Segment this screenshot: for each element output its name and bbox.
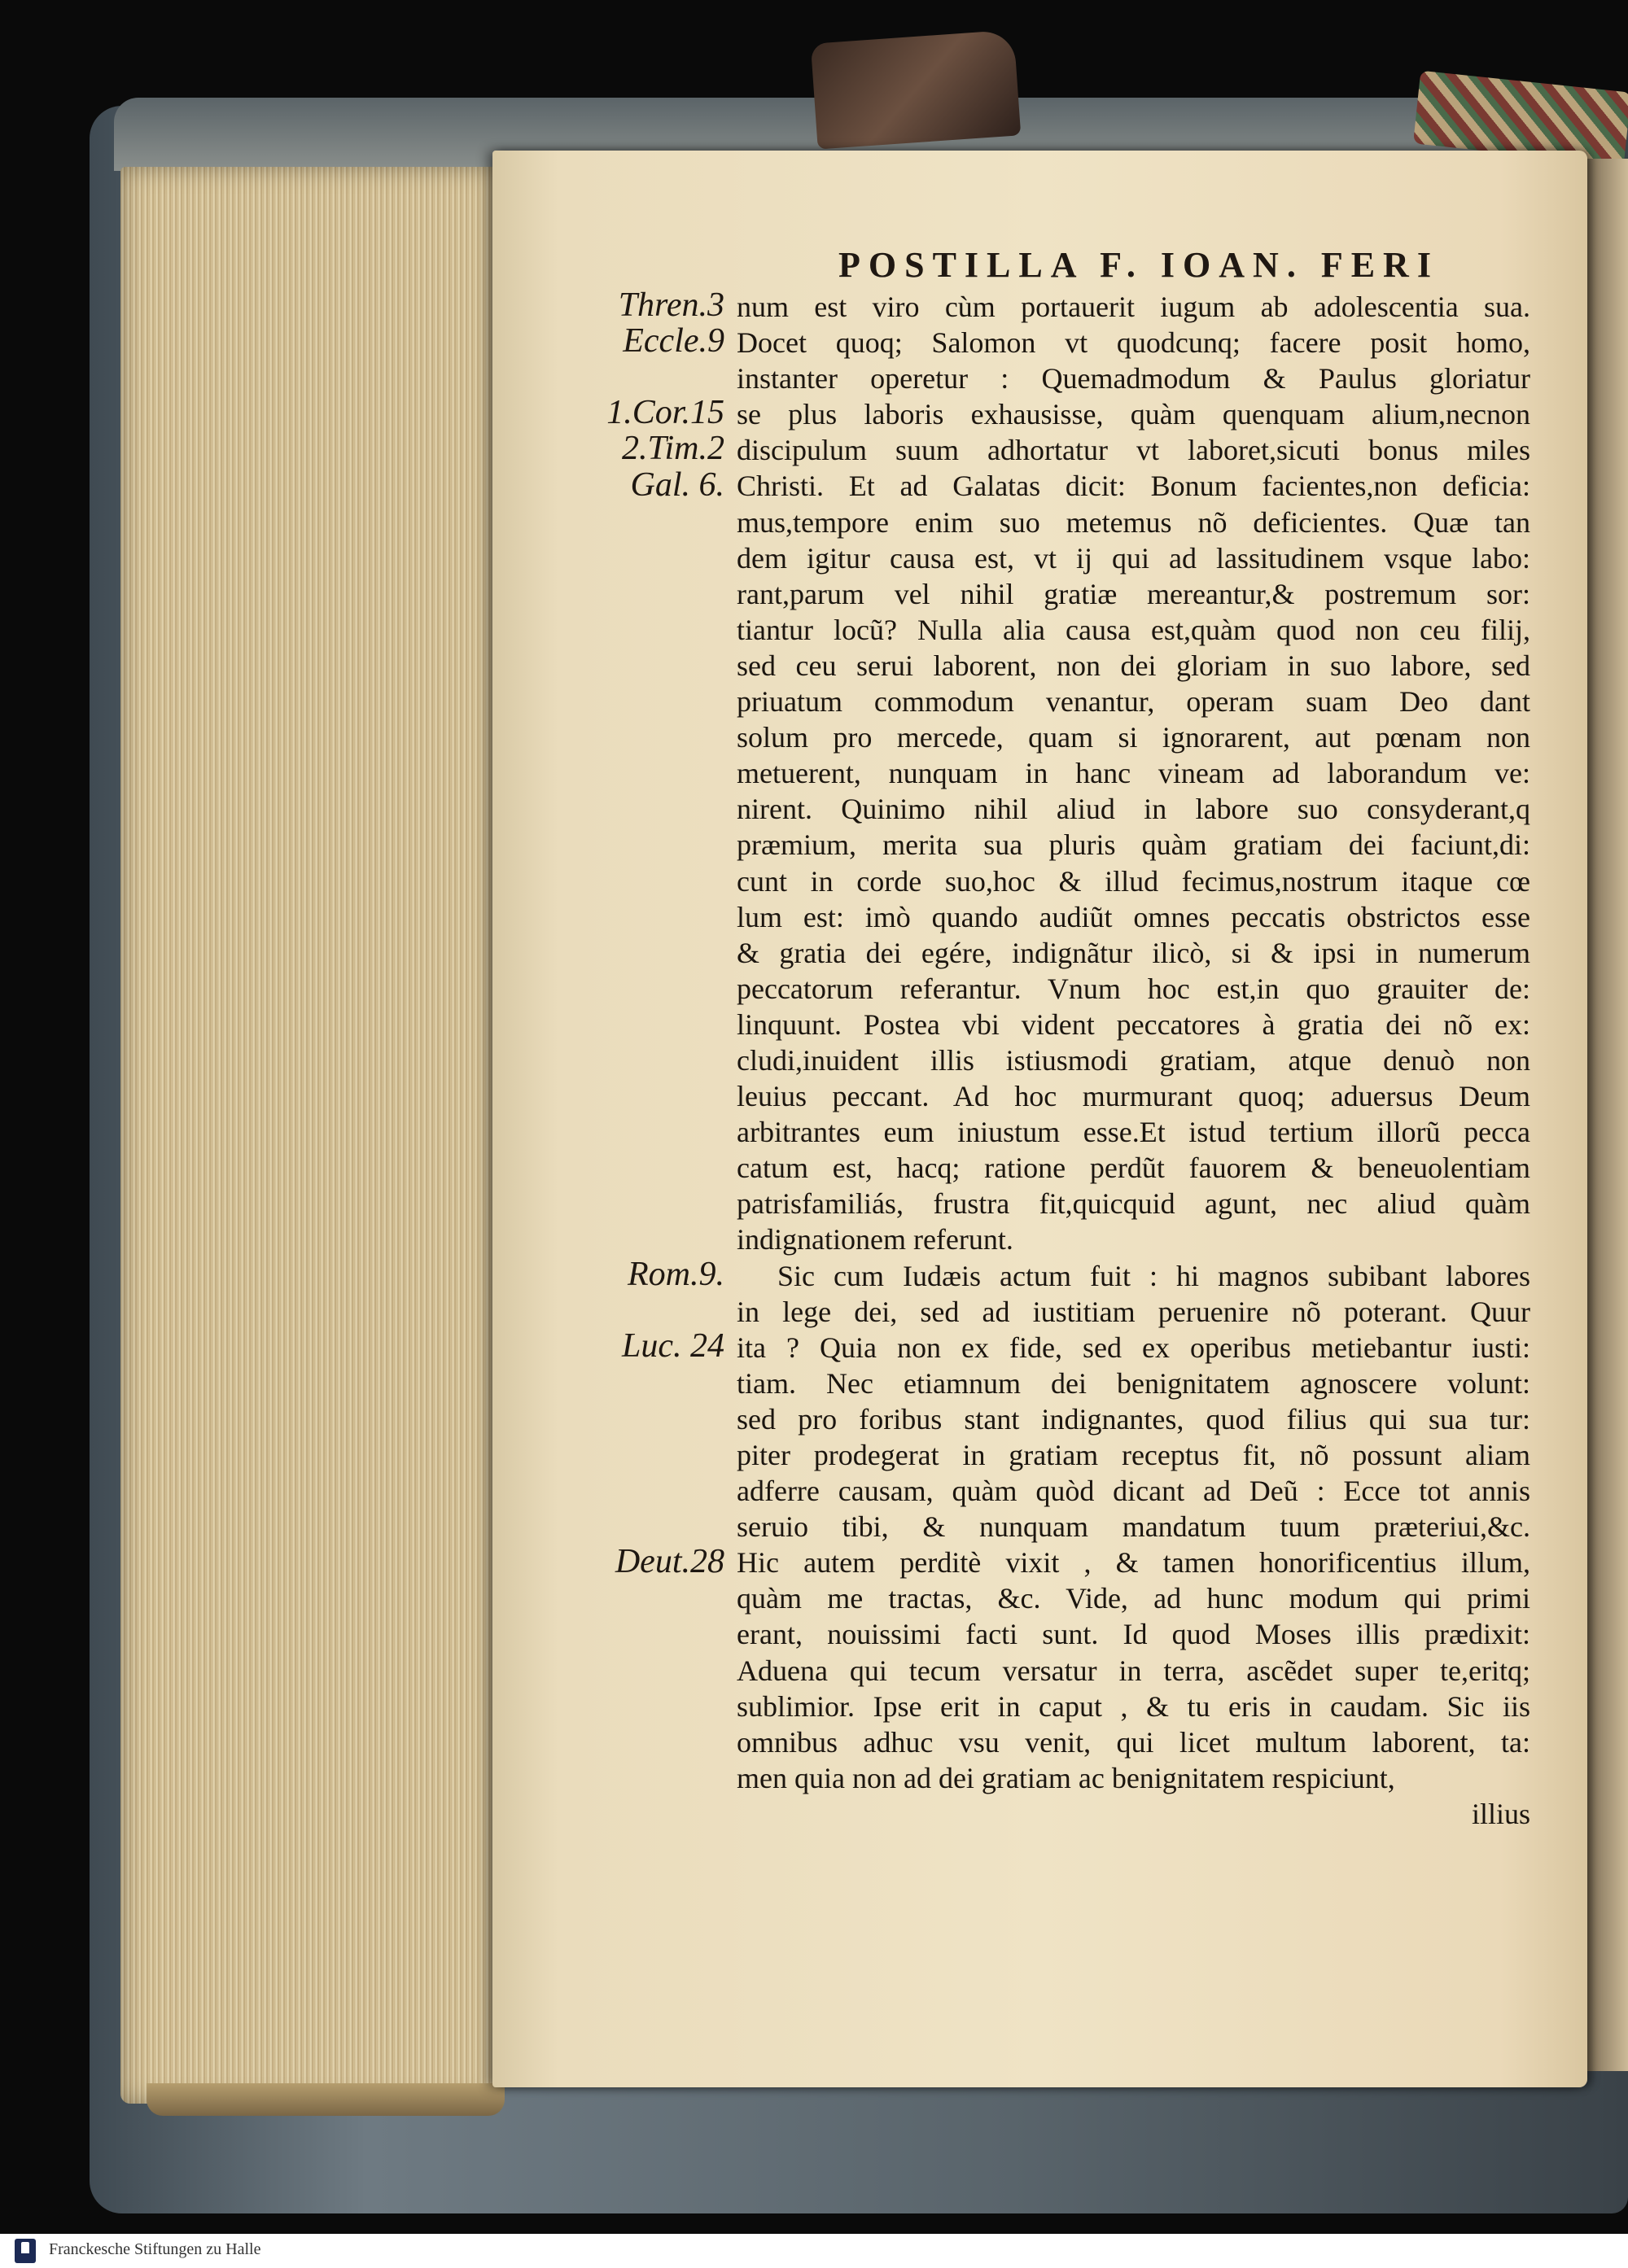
facing-page-edge [1587,159,1628,2071]
text-line: rant,parum vel nihil gratiæ mereantur,& postremum sor: [737,577,1530,610]
margin-note: Eccle.9 [623,322,724,361]
text-line: quàm me tractas, &c. Vide, ad hunc modum qui primi [737,1582,1530,1615]
leather-bookmark [811,29,1021,149]
text-line: erant, nouissimi facti sunt. Id quod Moses illis prædixit: [737,1618,1530,1651]
text-line: dem igitur causa est, vt ij qui ad lassitudinem vsque labo: [737,541,1530,575]
text-line: se plus laboris exhausisse, quàm quenquam alium,necnon [737,398,1530,431]
margin-note: Thren.3 [618,286,724,324]
body-text [737,289,1530,1832]
text-line: tiam. Nec etiamnum dei benignitatem agnoscere volunt: [737,1366,1530,1400]
text-line: lum est: imò quando audiũt omnes peccatis obstrictos esse [737,900,1530,933]
text-line: adferre causam, quàm quòd dicant ad Deũ : Ecce tot annis [737,1475,1530,1508]
text-line: Aduena qui tecum versatur in terra, ascẽdet super te,eritq; [737,1654,1530,1687]
text-line: peccatorum referantur. Vnum hoc est,in quo grauiter de: [737,972,1530,1005]
text-line: nirent. Quinimo nihil aliud in labore suo consyderant,q [737,793,1530,826]
text-line: ita ? Quia non ex fide, sed ex operibus metiebantur iusti: [737,1331,1530,1364]
running-head: POSTILLA F. IOAN. FERI [838,245,1439,285]
text-line: Christi. Et ad Galatas dicit: Bonum facientes,non deficia: [737,470,1530,503]
text-line: sublimior. Ipse erit in caput , & tu eris in caudam. Sic iis [737,1689,1530,1723]
text-line: Sic cum Iudæis actum fuit : hi magnos subibant labores [777,1259,1530,1292]
text-line: priuatum commodum venantur, operam suam Deo dant [737,685,1530,719]
text-line: num est viro cùm portauerit iugum ab adolescentia sua. [737,291,1530,323]
text-line: piter prodegerat in gratiam receptus fit, nõ possunt aliam [737,1439,1530,1471]
text-line: Hic autem perditè vixit , & tamen honorificentius illum, [737,1546,1530,1580]
text-line: instanter operetur : Quemadmodum & Paulus gloriatur [737,362,1530,395]
page-block-edges [120,167,503,2104]
margin-note: Deut.28 [615,1542,724,1580]
page-block-bottom [147,2083,505,2116]
text-line: arbitrantes eum iniustum esse.Et istud tertium illorũ pecca [737,1116,1530,1149]
text-line: discipulum suum adhortatur vt laboret,sicuti bonus miles [737,434,1530,467]
text-line: metuerent, nunquam in hanc vineam ad laborandum ve: [737,757,1530,790]
text-line: illius [1471,1797,1530,1830]
text-line: mus,tempore enim suo metemus nõ deficientes. Quæ tan [737,505,1530,539]
text-line: seruio tibi, & nunquam mandatum tuum præteriui,&c. [737,1510,1530,1544]
text-line: Docet quoq; Salomon vt quodcunq; facere posit homo, [737,326,1530,360]
margin-note: Rom.9. [628,1255,724,1293]
text-line: tiantur locũ? Nulla alia causa est,quàm quod non ceu filij, [737,613,1530,646]
text-line: catum est, hacq; ratione perdũt fauorem & beneuolentiam [737,1151,1530,1185]
footer-institution: Franckesche Stiftungen zu Halle [49,2240,261,2258]
francke-foundation-logo-icon [15,2239,36,2263]
text-line: in lege dei, sed ad iustitiam peruenire nõ poterant. Quur [737,1295,1530,1328]
text-line: linquunt. Postea vbi vident peccatores à gratia dei nõ ex: [737,1007,1530,1041]
text-line: sed pro foribus stant indignantes, quod filius qui sua tur: [737,1402,1530,1436]
text-line: men quia non ad dei gratiam ac benignitatem respiciunt, [737,1761,1395,1794]
text-line: cludi,inuident illis istiusmodi gratiam, atque denuò non [737,1043,1530,1077]
margin-note: Luc. 24 [622,1326,724,1365]
text-line: indignationem referunt. [737,1223,1013,1256]
margin-note: 2.Tim.2 [621,430,724,468]
text-line: præmium, merita sua pluris quàm gratiam dei faciunt,di: [737,828,1530,862]
text-line: cunt in corde suo,hoc & illud fecimus,nostrum itaque cœ [737,864,1530,898]
text-line: patrisfamiliás, frustra fit,quicquid agunt, nec aliud quàm [737,1187,1530,1221]
text-line: & gratia dei egére, indignãtur ilicò, si & ipsi in numerum [737,936,1530,969]
margin-note: Gal. 6. [630,465,724,504]
text-line: omnibus adhuc vsu venit, qui licet multum laborent, ta: [737,1725,1530,1759]
text-line: sed ceu serui laborent, non dei gloriam in suo labore, sed [737,649,1530,682]
text-line: solum pro mercede, quam si ignorarent, aut pœnam non [737,721,1530,754]
text-line: leuius peccant. Ad hoc murmurant quoq; aduersus Deum [737,1080,1530,1113]
margin-note: 1.Cor.15 [606,394,724,432]
